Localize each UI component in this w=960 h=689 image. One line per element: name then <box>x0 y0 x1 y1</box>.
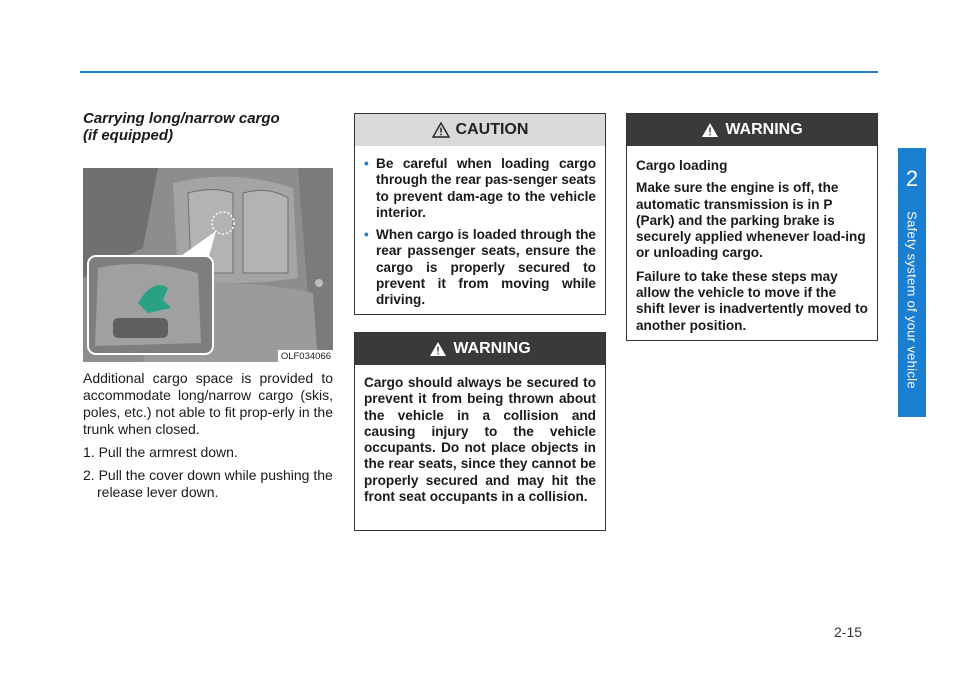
header-rule <box>80 71 878 73</box>
warning-box-seats <box>354 332 606 531</box>
caution-body <box>355 146 605 325</box>
heading-line-1: Carrying long/narrow cargo <box>83 110 280 127</box>
caution-label: CAUTION <box>455 121 529 138</box>
warning-body <box>627 146 877 351</box>
bullet-icon: • <box>364 156 369 171</box>
warning-body <box>355 365 605 522</box>
caution-box <box>354 113 606 315</box>
warning-label: WARNING <box>725 121 803 138</box>
rear-seat-armrest-illustration <box>83 168 333 362</box>
figure-code: OLF034066 <box>278 350 333 362</box>
warning-header <box>627 114 877 146</box>
caution-item-text: When cargo is loaded through the rear passenger seats, ensure the cargo is properly secured to prevent it from moving while driving. <box>376 227 596 308</box>
caution-header <box>355 114 605 146</box>
step-1: 1. Pull the armrest down. <box>83 444 238 460</box>
chapter-title: Safety system of your vehicle <box>904 211 920 389</box>
main-column <box>83 110 333 501</box>
section-heading <box>83 110 333 144</box>
warning-paragraph: Make sure the engine is off, the automatic transmission is in P (Park) and the parking brake is securely applied whenever load-ing or unloading cargo. <box>636 180 866 261</box>
warning-triangle-filled-icon <box>429 341 447 357</box>
caution-item <box>364 227 596 308</box>
warning-triangle-filled-icon <box>701 122 719 138</box>
caution-item <box>364 156 596 221</box>
chapter-number: 2 <box>905 166 919 191</box>
heading-line-2: (if equipped) <box>83 127 173 144</box>
warning-label: WARNING <box>453 340 531 357</box>
warning-text: Cargo should always be secured to prevent it from being thrown about the vehicle in a collision and causing injury to the vehicle occupants. Do not place objects in the rear seats, since they cannot be properly secured and may hit the front seat occupants in a collision. <box>364 375 596 505</box>
warning-box-cargo-loading <box>626 113 878 341</box>
page-number: 2-15 <box>834 624 863 640</box>
bullet-icon: • <box>364 227 369 243</box>
seat-illustration <box>83 168 333 362</box>
warning-title: Cargo loading <box>636 158 728 173</box>
step-2: 2. Pull the cover down while pushing the release lever down. <box>83 467 333 500</box>
warning-header <box>355 333 605 365</box>
chapter-tab <box>898 148 926 417</box>
intro-paragraph: Additional cargo space is provided to accommodate long/narrow cargo (skis, poles, etc.) not able to fit prop-erly in the trunk when closed. <box>83 370 333 437</box>
caution-item-text: Be careful when loading cargo through the rear pas-senger seats to prevent dam-age to the vehicle interior. <box>376 156 596 220</box>
warning-paragraph: Failure to take these steps may allow the vehicle to move if the shift lever is inadvertently moved to another position. <box>636 268 868 333</box>
warning-triangle-outline-icon <box>432 122 450 138</box>
